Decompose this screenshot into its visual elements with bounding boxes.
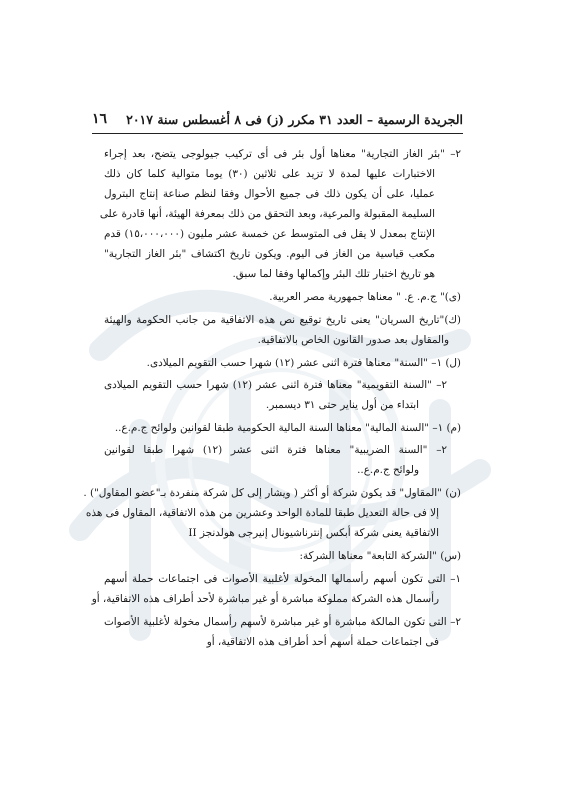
header-title: الجريدة الرسمية – العدد ٣١ مكرر (ز) فى ٨ أغسطس سنة ٢٠١٧	[126, 111, 463, 127]
text-line: إلا فى حالة التعديل طبقا للمادة الواحد وعشرين من هذه الاتفاقية، المقاول فى هذه	[85, 507, 439, 519]
text-line: فى اجتماعات حملة أسهم أحد أطراف هذه الاتفاقية، أو	[206, 636, 439, 648]
text-line: السليمة المقبولة والمرعية، وبعد التحقق من ذلك بمعرفة الهيئة، أنها قادرة على	[99, 208, 435, 220]
text-line: (س) "الشركة التابعة" معناها الشركة:	[299, 550, 461, 562]
text-line: الإنتاج بمعدل لا يقل فى المتوسط عن خمسة عشر مليون (١٥،٠٠٠،٠٠٠) قدم	[104, 228, 435, 240]
text-line: (ن) "المقاول" قد يكون شركة أو أكثر ( ويشار إلى كل شركة منفردة بـ"عضو المقاول") .	[83, 487, 461, 499]
text-line: والمقاول بعد صدور القانون الخاص بالاتفاقية.	[257, 334, 449, 346]
text-line: ٢– "بئر الغاز التجارية" معناها أول بئر فى أى تركيب جيولوجى يتضح، بعد إجراء	[104, 148, 461, 160]
page-header	[92, 108, 463, 130]
text-line: هو تاريخ اختبار تلك البئر وإكمالها وفقا لما سبق.	[232, 268, 435, 280]
text-line: رأسمال هذه الشركة مملوكة مباشرة أو غير مباشرة لأحد أطراف هذه الاتفاقية، أو	[91, 593, 439, 605]
text-line: ٢– "السنة التقويمية" معناها فترة اثنى عشر (١٢) شهرا حسب التقويم الميلادى	[104, 379, 447, 391]
text-line: ٢– التى تكون المالكة مباشرة أو غير مباشرة لأسهم رأسمال مخولة لأغلبية الأصوات	[104, 616, 461, 628]
text-line: (ك)"تاريخ السريان" يعنى تاريخ توقيع نص هذه الاتفاقية من جانب الحكومة والهيئة	[104, 314, 461, 326]
text-line: الاتفاقية يعنى شركة أبكس إنترناشيونال إنيرجى هولدنجز II	[188, 527, 439, 539]
text-line: مكعب قياسية من الغاز فى اليوم. ويكون تاريخ اكتشاف "بئر الغاز التجارية"	[104, 248, 435, 260]
header-divider	[92, 133, 463, 134]
text-line: (ى)" ج.م. ع. " معناها جمهورية مصر العربية.	[269, 291, 461, 303]
text-line: (م) ١– "السنة المالية" معناها السنة المالية الحكومية طبقا لقوانين ولوائح ج.م.ع..	[114, 422, 461, 434]
page-number: ١٦	[92, 111, 108, 127]
text-line: ٢– "السنة الضريبية" معناها فترة اثنى عشر (١٢) شهرا طبقا لقوانين	[104, 444, 447, 456]
text-line: الاختبارات عليها لمدة لا تزيد على ثلاثين (٣٠) يوما متوالية كلما كان ذلك	[104, 168, 436, 180]
text-line: (ل) ١– "السنة" معناها فترة اثنى عشر (١٢) شهرا حسب التقويم الميلادى.	[146, 357, 461, 369]
text-line: ١– التى تكون أسهم رأسمالها المخولة لأغلبية الأصوات فى اجتماعات حملة أسهم	[104, 573, 461, 585]
text-line: ولوائح ج.م.ع..	[357, 464, 419, 476]
text-line: عمليا، على أن يكون ذلك فى جميع الأحوال وفقا لنظم صناعة إنتاج البترول	[104, 188, 435, 200]
text-line: ابتداء من أول يناير حتى ٣١ ديسمبر.	[265, 399, 419, 411]
